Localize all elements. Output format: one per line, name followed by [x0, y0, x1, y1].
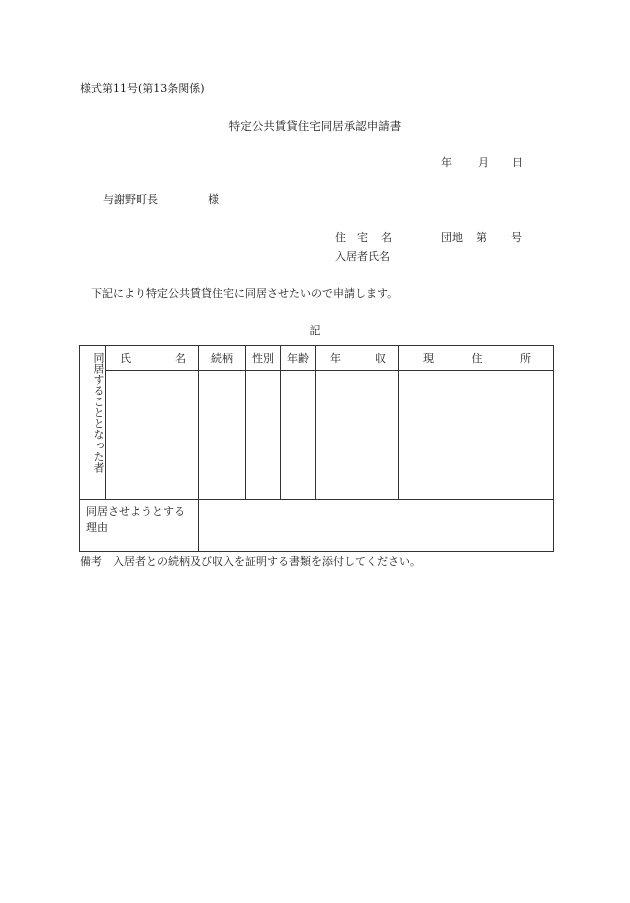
header-income-char-2: 収 [375, 352, 386, 365]
header-name-char-1: 氏 [120, 352, 131, 365]
side-label-cell [80, 346, 106, 500]
dai-label: 第 [476, 231, 487, 244]
entry-name-cell[interactable] [106, 371, 199, 500]
entry-relation-cell[interactable] [199, 371, 246, 500]
entry-sex-cell[interactable] [246, 371, 281, 500]
entry-age-cell[interactable] [281, 371, 316, 500]
date-year-label: 年 [441, 156, 452, 169]
danchi-label: 団地 [441, 231, 463, 244]
recipient-name: 与謝野町長 [103, 193, 158, 206]
date-day-label: 日 [512, 156, 523, 169]
ki-label: 記 [309, 324, 321, 337]
reason-row [80, 500, 554, 552]
reason-input-cell[interactable] [199, 500, 554, 552]
remarks-note: 備考 入居者との続柄及び収入を証明する書類を添付してください。 [80, 555, 421, 568]
table-entry-row [80, 371, 554, 500]
intro-text: 下記により特定公共賃貸住宅に同居させたいので申請します。 [91, 287, 399, 300]
entry-address-cell[interactable] [399, 371, 554, 500]
recipient-honorific: 様 [208, 193, 219, 206]
header-income [316, 346, 399, 371]
header-name [106, 346, 199, 371]
table-header-row [80, 346, 554, 371]
header-address-char-1: 現 [423, 352, 434, 365]
entry-income-cell[interactable] [316, 371, 399, 500]
reason-label: 同居させようとする理由 [80, 500, 199, 552]
side-label: 同居することとなった者 [92, 352, 105, 473]
occupant-name-label: 入居者氏名 [335, 250, 390, 263]
date-line [441, 156, 523, 169]
header-sex: 性別 [246, 346, 281, 371]
cohabitant-table [79, 345, 554, 552]
date-month-label: 月 [478, 156, 489, 169]
form-number-label: 様式第11号(第13条関係) [80, 82, 205, 95]
header-current-address [399, 346, 554, 371]
header-age: 年齢 [281, 346, 316, 371]
go-label: 号 [511, 231, 522, 244]
header-address-char-2: 住 [471, 352, 483, 365]
header-income-char-1: 年 [330, 352, 341, 365]
residence-label-char-3: 名 [381, 231, 392, 244]
header-address-char-3: 所 [520, 352, 531, 365]
recipient-line [103, 193, 219, 206]
residence-label-char-1: 住 [335, 231, 346, 244]
header-relation: 続柄 [199, 346, 246, 371]
residence-label-char-2: 宅 [357, 231, 368, 244]
document-title: 特定公共賃貸住宅同居承認申請書 [228, 119, 402, 133]
header-name-char-2: 名 [175, 352, 186, 365]
